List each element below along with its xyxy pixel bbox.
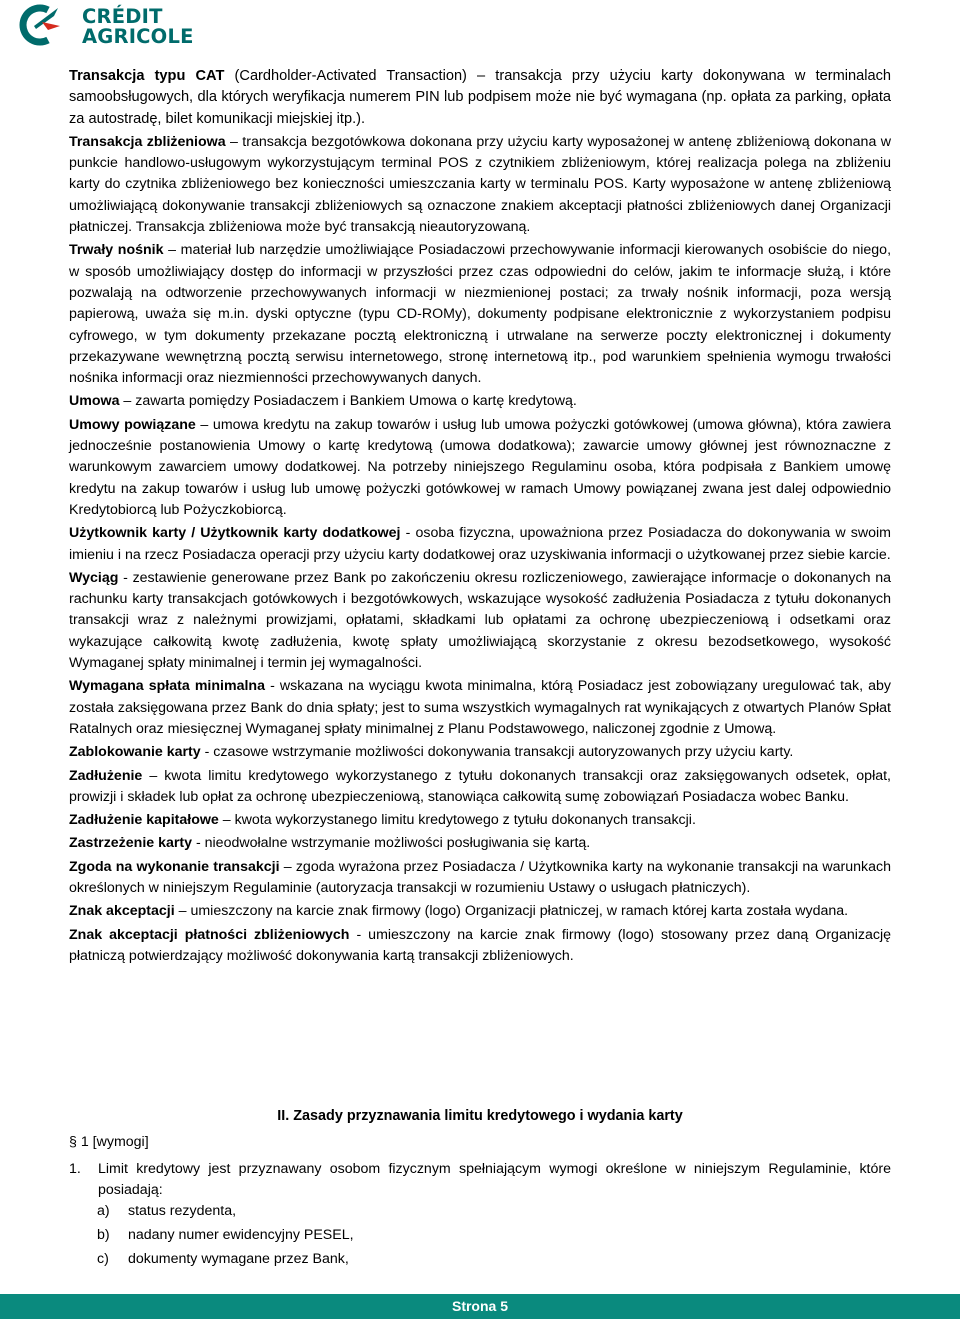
definition-entry <box>69 810 891 831</box>
definition-body: – materiał lub narzędzie umożliwiające Posiadaczowi przechowywanie informacji kierowanych osobiście do niego, w sposób umożliwiający dostęp do informacji w przyszłości przez czas odpowiedni do celów, jakim te informacje służą, i które pozwalają na odtworzenie przechowywanych informacji w niezmienionej postaci; za trwały nośnik informacji, poza wersją papierową, uważa się m.in. dyski optyczne (typu CD-ROMy), dokumenty podpisane elektronicznie z wykorzystaniem podpisu cyfrowego, w tym dokumenty przekazane pocztą elektroniczną i utrwalane na serwerze poczty elektronicznej i dokumenty przekazywane wewnętrzną pocztą serwisu internetowego, stronę internetową itp., pod warunkiem spełnienia wymogu trwałości nośnika informacji oraz niezmienności przechowywanych danych. <box>69 242 892 387</box>
sub-item-letter: c) <box>97 1251 109 1267</box>
definition-body: - umieszczony na karcie znak firmowy (logo) stosowany przez daną Organizację płatniczą potwierdzający możliwość dokonywania kartą transakcji zbliżeniowych. <box>69 926 892 964</box>
definition-term: Znak akceptacji płatności zbliżeniowych <box>69 926 350 943</box>
sub-item <box>97 1227 354 1243</box>
section-title: II. Zasady przyznawania limitu kredytowego i wydania karty <box>277 1108 683 1124</box>
definition-body: – umowa kredytu na zakup towarów i usług lub umowa pożyczki gotówkowej (umowa główna), która zawiera jednocześnie postanowienia Umowy o kartę kredytową (umowa dodatkowa); zawarcie umowy głównej jest równoznaczne z warunkowym zawarciem umowy dodatkowej. Na potrzeby niniejszego Regulaminu osoba, która podpisała z Bankiem umowę kredytu na zakup towarów i usług lub umowę pożyczki gotówkowej w ramach Umowy powiązanej zwana jest dalej odpowiednio Kredytobiorcą lub Pożyczkobiorcą. <box>69 416 891 518</box>
definition-term: Umowy powiązane <box>69 416 196 433</box>
definition-entry <box>69 676 891 740</box>
definition-term: Użytkownik karty / Użytkownik karty dodatkowej <box>69 525 401 542</box>
definition-body: – umieszczony na karcie znak firmowy (logo) Organizacji płatniczej, w ramach której karta została wydana. <box>174 903 849 920</box>
credit-agricole-logo <box>18 4 238 48</box>
definition-term: Zadłużenie <box>69 767 143 784</box>
numbered-item <box>69 1159 891 1202</box>
definition-entry <box>69 901 891 922</box>
definition-entry <box>69 925 891 968</box>
page-number: Strona 5 <box>451 1298 508 1314</box>
definition-term: Znak akceptacji <box>69 903 175 920</box>
definition-body: – kwota wykorzystanego limitu kredytowego z tytułu dokonanych transakcji. <box>218 812 696 829</box>
definition-body: - zestawienie generowane przez Bank po zakończeniu okresu rozliczeniowego, zawierające informacje o dokonanych na rachunku karty transakcjach gotówkowych i bezgotówkowych, wskazujące wysokość zadłużenia Posiadacza z tytułu dokonanych transakcji wraz z należnymi prowizjami, opłatami, składkami lub opłatami za ochronę ubezpieczeniową i odsetkami oraz wykazujące całkowitą kwotę zadłużenia, kwotę spłaty umożliwiającą skorzystanie z okresu bezodsetkowego, wysokość Wymaganej spłaty minimalnej i termin jej wymagalności. <box>69 569 891 672</box>
definition-entry <box>69 568 891 674</box>
definition-entry <box>69 523 891 566</box>
definition-term: Zastrzeżenie karty <box>69 835 193 852</box>
definition-term: Transakcja zbliżeniowa <box>69 133 226 150</box>
definition-term: Trwały nośnik <box>69 242 164 259</box>
definitions-list <box>69 66 891 969</box>
brand-name <box>82 7 194 47</box>
definition-term: Zablokowanie karty <box>69 744 201 761</box>
definition-term: Zgoda na wykonanie transakcji <box>69 858 280 875</box>
definition-entry <box>69 66 891 130</box>
definition-entry <box>69 415 891 521</box>
definition-body: – zawarta pomiędzy Posiadaczem i Bankiem Umowa o kartę kredytową. <box>119 393 577 410</box>
sub-item-text: dokumenty wymagane przez Bank, <box>128 1251 349 1267</box>
definition-entry <box>69 857 891 900</box>
definition-term: Zadłużenie kapitałowe <box>69 812 219 829</box>
definition-body: – kwota limitu kredytowego wykorzystanego z tytułu dokonanych transakcji oraz zaksięgowanych odsetek, opłat, prowizji i składek lub opłat za ochronę ubezpieczeniową, stanowiąca całkowitą sumę zobowiązań Posiadacza wobec Banku. <box>69 767 891 805</box>
definition-body: - czasowe wstrzymanie możliwości dokonywania transakcji autoryzowanych przy użyciu karty. <box>200 744 794 761</box>
sub-item-text: status rezydenta, <box>128 1203 237 1219</box>
item-text: Limit kredytowy jest przyznawany osobom fizycznym spełniającym wymogi określone w niniejszym Regulaminie, które posiadają: <box>98 1161 891 1199</box>
definition-entry <box>69 391 891 412</box>
definition-body: – zgoda wyrażona przez Posiadacza / Użytkownika karty na wykonanie transakcji na warunkach określonych w niniejszym Regulaminie (autoryzacja transakcji w rozumieniu Ustawy o usługach płatniczych). <box>69 858 891 896</box>
paragraph-heading: § 1 [wymogi] <box>69 1134 149 1150</box>
definition-term: Wyciąg <box>69 569 119 586</box>
definition-body: – transakcja bezgotówkowa dokonana przy użyciu karty wyposażonej w antenę zbliżeniową dokonana w punkcie handlowo-usługowym wykorzystującym terminal POS z czytnikiem zbliżeniowym, której realizacja polega na zbliżeniu karty do czytnika zbliżeniowego bez konieczności umieszczania karty w terminalu POS. Karty wyposażone w antenę zbliżeniową umożliwiającą dokonywanie transakcji zbliżeniowych są oznaczone znakiem akceptacji płatności zbliżeniowych danej Organizacji płatniczej. Transakcja zbliżeniowa może być transakcją nieautoryzowaną. <box>69 133 891 236</box>
definition-entry <box>69 833 891 854</box>
definition-body: - nieodwołalne wstrzymanie możliwości posługiwania się kartą. <box>192 835 591 852</box>
sub-item <box>97 1203 236 1219</box>
item-number: 1. <box>69 1161 81 1177</box>
sub-item <box>97 1251 349 1267</box>
sub-item-text: nadany numer ewidencyjny PESEL, <box>128 1227 354 1243</box>
definition-body: (Cardholder-Activated Transaction) – transakcja przy użyciu karty dokonywana w terminalach samoobsługowych, dla których weryfikacja numerem PIN lub podpisem może nie być wymagana (np. opłata za parking, opłata za autostradę, bilet komunikacji miejskiej itp.). <box>69 68 892 127</box>
definition-term: Transakcja typu CAT <box>69 68 225 84</box>
sub-item-letter: a) <box>97 1203 110 1219</box>
definition-entry <box>69 132 891 238</box>
brand-line-1: CRÉDIT <box>82 5 163 28</box>
definition-term: Wymagana spłata minimalna <box>69 678 265 695</box>
logo-mark-icon <box>18 4 62 46</box>
brand-line-2: AGRICOLE <box>82 25 194 48</box>
definition-entry <box>69 742 891 763</box>
definition-entry <box>69 766 891 809</box>
sub-item-letter: b) <box>97 1227 110 1243</box>
definition-term: Umowa <box>69 393 120 410</box>
definition-entry <box>69 240 891 389</box>
definition-body: - osoba fizyczna, upoważniona przez Posiadacza do dokonywania w swoim imieniu i na rzecz Posiadacza operacji przy użyciu karty dodatkowej oraz uzyskiwania informacji o użytkowanej przez siebie karcie. <box>69 525 891 563</box>
definition-body: - wskazana na wyciągu kwota minimalna, którą Posiadacz jest zobowiązany uregulować tak, aby została zaksięgowana przez Bank do dnia spłaty; jest to suma wszystkich wymagalnych rat wynikających z otwartych Planów Spłat Ratalnych oraz miesięcznej Wymaganej spłaty minimalnej z Planu Podstawowego, naliczonej zgodnie z Umową. <box>69 678 892 737</box>
page-footer <box>0 1294 960 1319</box>
